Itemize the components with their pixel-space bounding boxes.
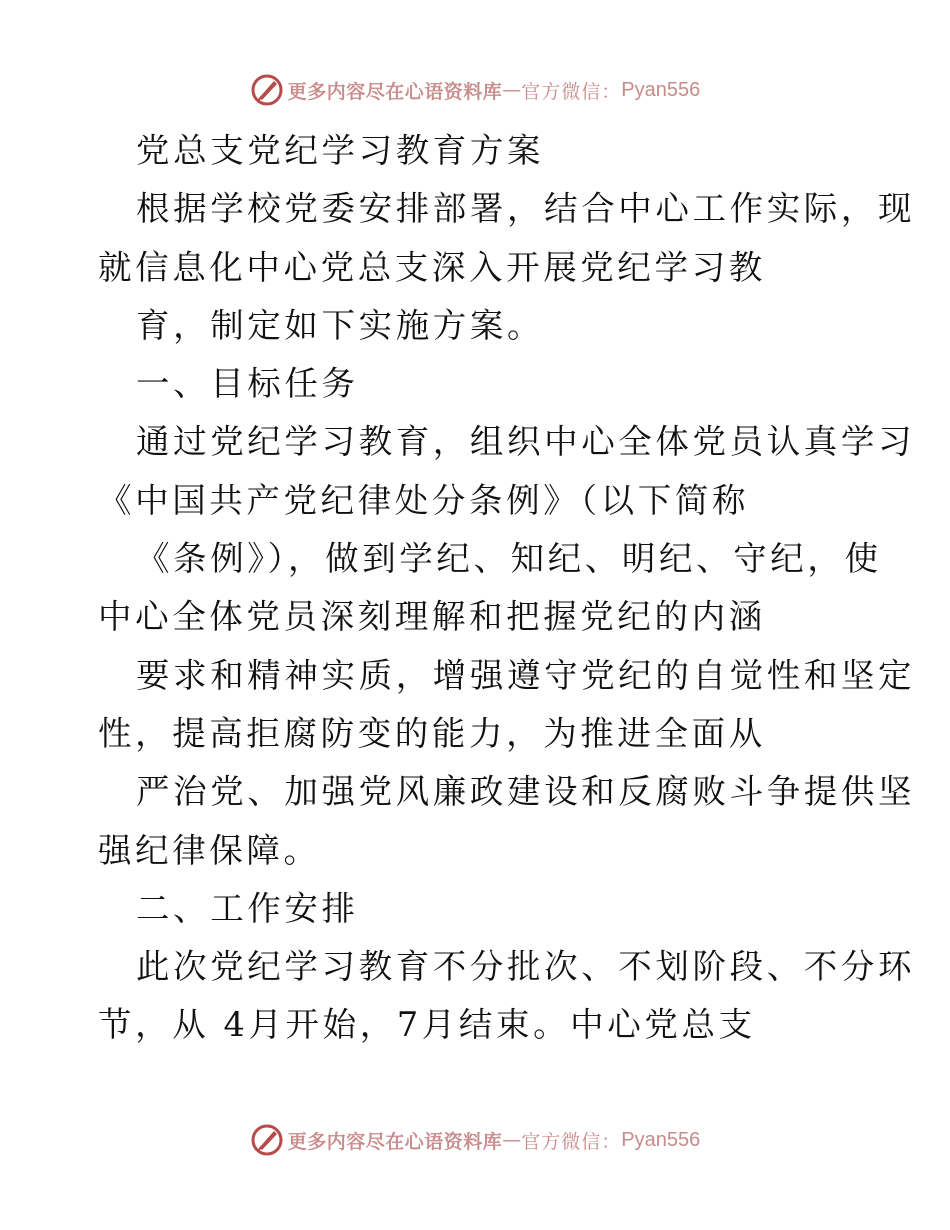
banner-wechat-label: 官方微信： <box>521 1130 622 1153</box>
banner-title: 更多内容尽在心语资料库 <box>287 80 503 103</box>
banner-title: 更多内容尽在心语资料库 <box>287 1130 503 1153</box>
banner-wechat-id: Pyan556 <box>621 78 701 101</box>
text-line: 此次党纪学习教育不分批次、不划阶段、不分环 <box>136 947 916 987</box>
text-line: 就信息化中心党总支深入开展党纪学习教 <box>98 247 766 287</box>
text-line: 节，从 4月开始，7月结束。中心党总支 <box>98 1005 756 1045</box>
text-line: 《中国共产党纪律处分条例》（以下简称 <box>98 480 750 520</box>
quill-logo-icon <box>250 73 284 107</box>
text-line: 严治党、加强党风廉政建设和反腐败斗争提供坚 <box>136 772 916 812</box>
quill-logo-icon <box>250 1123 284 1157</box>
document-body <box>98 122 916 1055</box>
banner-wechat-label: 官方微信： <box>521 80 622 103</box>
text-line: 通过党纪学习教育，组织中心全体党员认真学习 <box>136 422 916 462</box>
section-heading: 二、工作安排 <box>136 888 359 928</box>
text-line: 性，提高拒腐防变的能力，为推进全面从 <box>98 713 766 753</box>
text-line: 要求和精神实质，增强遵守党纪的自觉性和坚定 <box>136 655 916 695</box>
text-line: 中心全体党员深刻理解和把握党纪的内涵 <box>98 597 766 637</box>
banner-dash: — <box>502 1129 522 1151</box>
text-line: 《条例》），做到学纪、知纪、明纪、守纪，使 <box>136 539 882 579</box>
banner-dash: — <box>502 79 522 101</box>
text-line: 强纪律保障。 <box>98 830 321 870</box>
banner-wechat-id: Pyan556 <box>621 1128 701 1151</box>
header-banner <box>0 70 950 110</box>
document-title: 党总支党纪学习教育方案 <box>136 131 545 170</box>
footer-banner <box>0 1120 950 1160</box>
text-line: 根据学校党委安排部署，结合中心工作实际，现 <box>136 189 916 229</box>
section-heading: 一、目标任务 <box>136 364 359 404</box>
text-line: 育，制定如下实施方案。 <box>136 305 545 345</box>
